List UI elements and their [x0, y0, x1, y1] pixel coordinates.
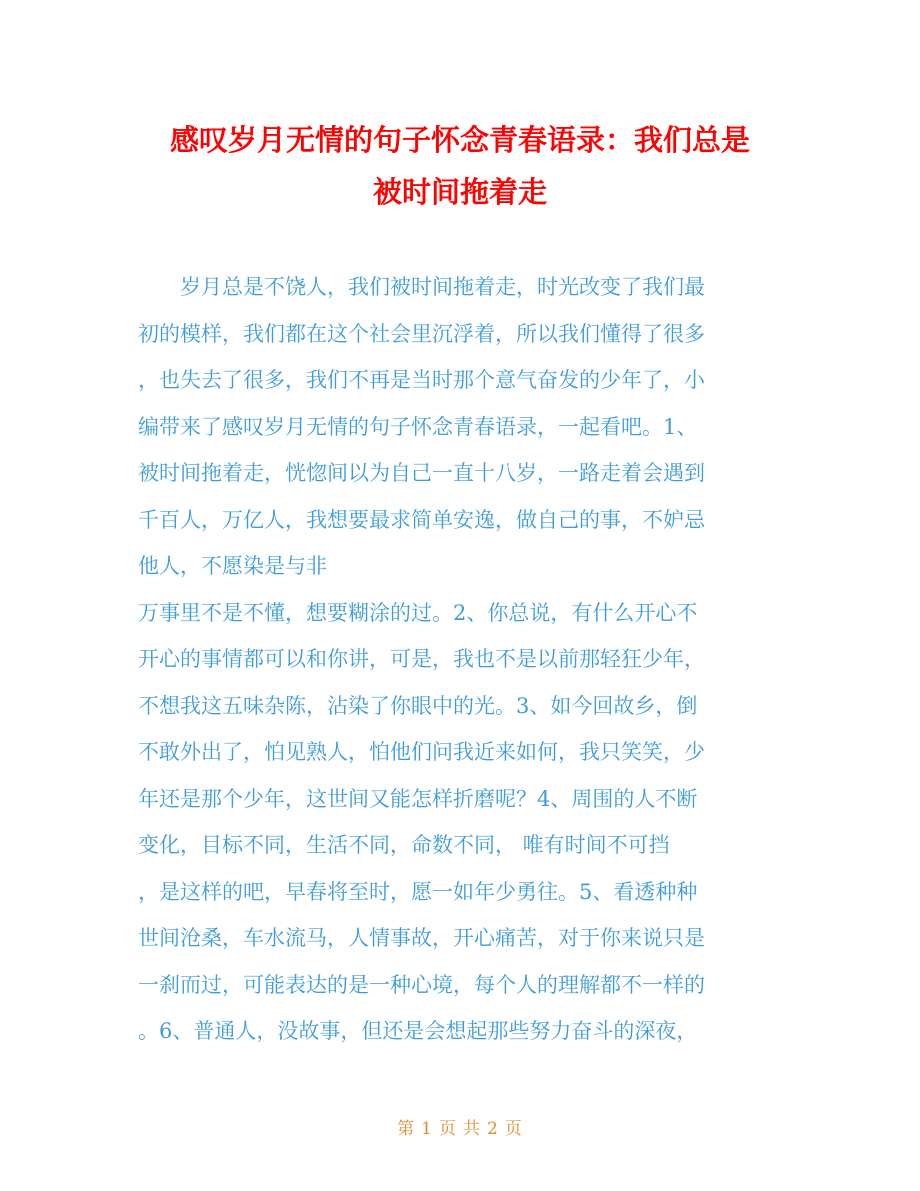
- text-line: 万事里不是不懂，想要糊涂的过。2、你总说，有什么开心不: [138, 600, 698, 625]
- footer-label-unit2: 页: [504, 1119, 523, 1139]
- text-line: 开心的事情都可以和你讲，可是，我也不是以前那轻狂少年，: [138, 647, 705, 671]
- footer-label-unit: 页: [439, 1119, 457, 1139]
- text-line: 年还是那个少年，这世间又能怎样折磨呢？4、周围的人不断: [138, 786, 698, 811]
- text-line: 他人，不愿染是与非: [138, 554, 327, 578]
- text-line: 被时间拖着走，恍惚间以为自己一直十八岁，一路走着会遇到: [138, 461, 705, 485]
- text-line: 世间沧桑，车水流马，人情事故，开心痛苦，对于你来说只是: [138, 926, 705, 950]
- text-line: 编带来了感叹岁月无情的句子怀念青春语录，一起看吧。1、: [138, 414, 698, 439]
- footer-label-total: 共: [463, 1119, 481, 1139]
- page-footer: [0, 1114, 920, 1139]
- body-text: [138, 264, 786, 1055]
- text-line: 岁月总是不饶人，我们被时间拖着走，时光改变了我们最: [180, 275, 705, 299]
- text-line: ，也失去了很多，我们不再是当时那个意气奋发的少年了，小: [138, 368, 705, 392]
- text-line: ，是这样的吧，早春将至时，愿一如年少勇往。5、看透种种: [138, 879, 698, 904]
- footer-label-page: 第: [397, 1119, 416, 1139]
- text-line: 不想我这五味杂陈，沾染了你眼中的光。3、如今回故乡，倒: [138, 693, 698, 718]
- text-line: 变化，目标不同，生活不同，命数不同， 唯有时间不可挡: [138, 833, 670, 857]
- title-line-2: 被时间拖着走: [372, 175, 547, 209]
- text-line: 一刹而过，可能表达的是一种心境，每个人的理解都不一样的: [138, 972, 705, 997]
- title-line-1: 感叹岁月无情的句子怀念青春语录：我们总是: [169, 123, 750, 157]
- footer-total-pages: 2: [487, 1119, 499, 1139]
- text-line: 。6、普通人，没故事，但还是会想起那些努力奋斗的深夜，: [138, 1019, 698, 1043]
- text-line: 不敢外出了，怕见熟人，怕他们问我近来如何，我只笑笑，少: [138, 740, 705, 764]
- text-line: 千百人，万亿人，我想要最求简单安逸，做自己的事，不妒忌: [138, 507, 705, 532]
- footer-current-page: 1: [421, 1119, 433, 1139]
- text-line: 初的模样，我们都在这个社会里沉浮着，所以我们懂得了很多: [138, 321, 705, 346]
- document-title: [130, 114, 790, 218]
